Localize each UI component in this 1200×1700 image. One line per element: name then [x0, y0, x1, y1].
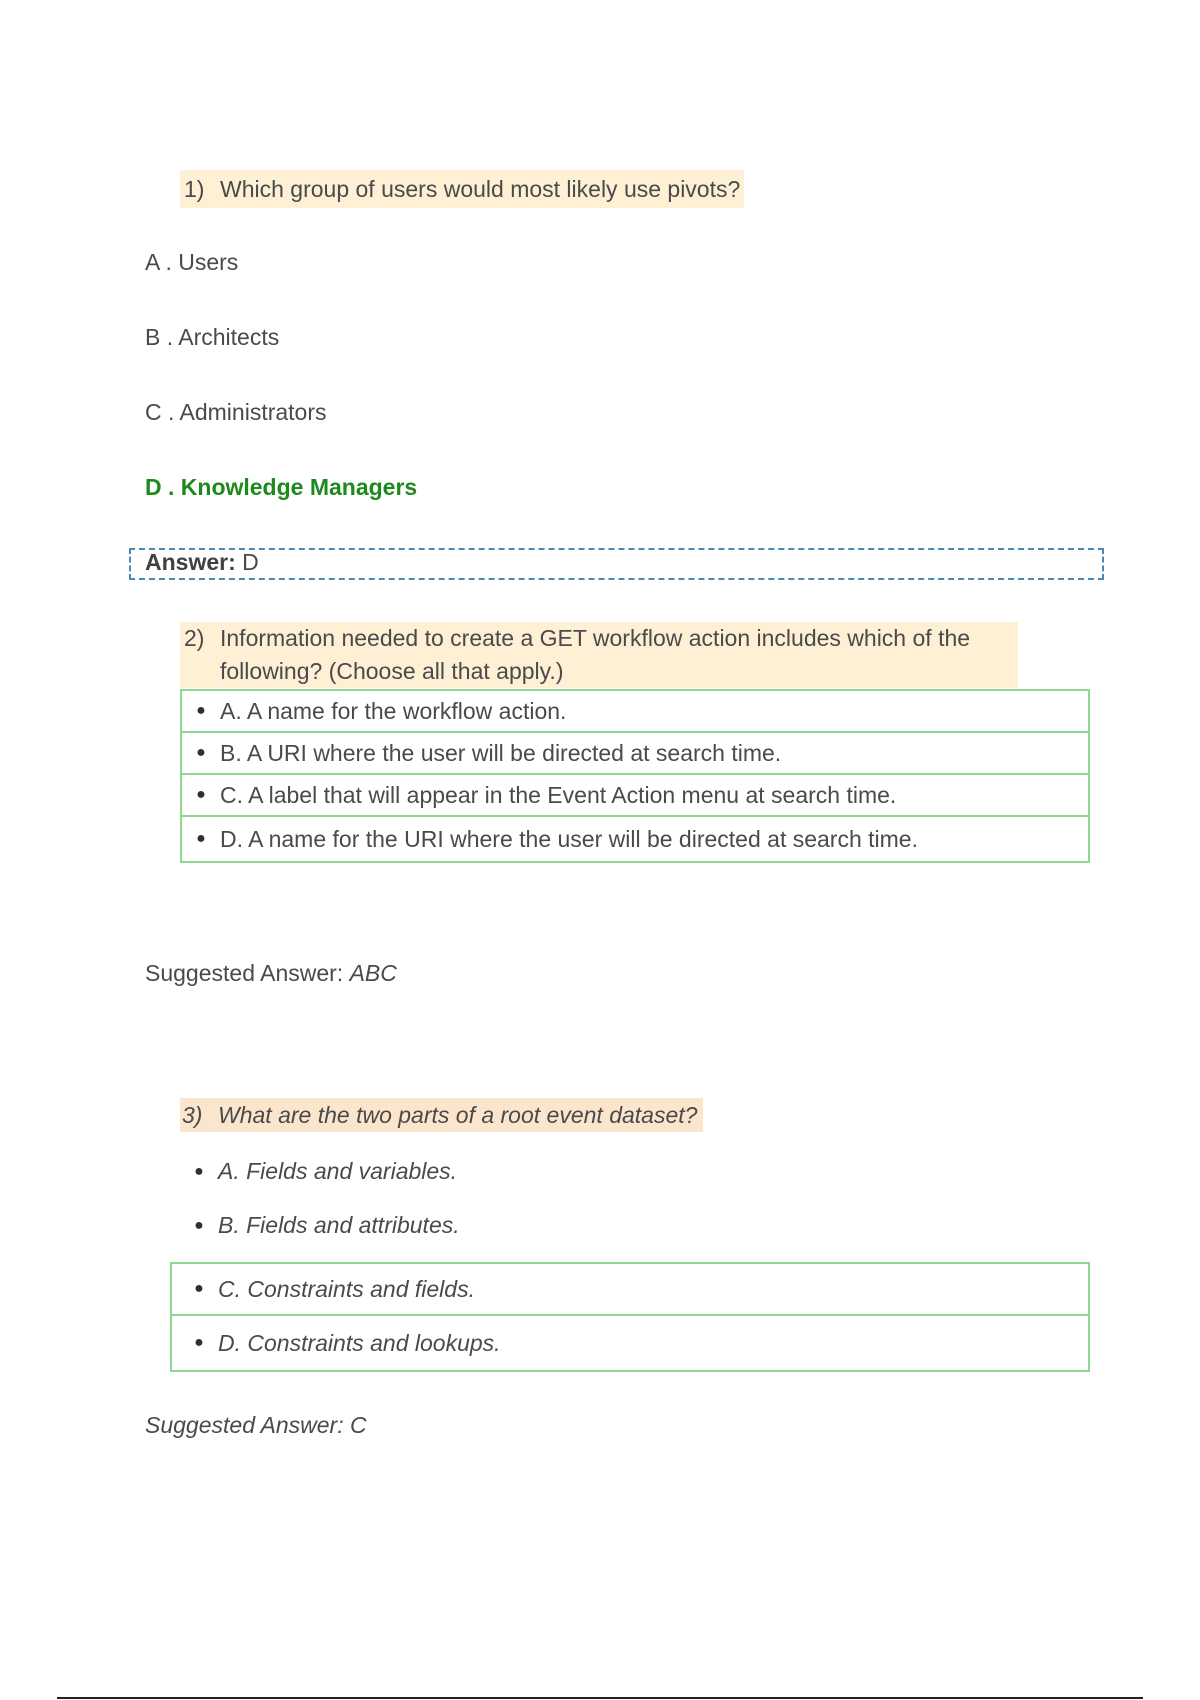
question-2-option-a	[182, 691, 1088, 733]
bullet-icon: ●	[196, 702, 206, 719]
question-3-text: What are the two parts of a root event dataset?	[218, 1102, 698, 1128]
question-1-text: Which group of users would most likely use pivots?	[220, 176, 741, 202]
question-3-option-a	[180, 1158, 457, 1185]
bullet-icon: ●	[194, 1216, 204, 1234]
question-1-option-b: B . Architects	[145, 324, 280, 350]
question-2-option-b	[182, 733, 1088, 775]
option-label: C. Constraints and fields.	[218, 1275, 475, 1302]
answer-value: D	[242, 549, 259, 575]
question-2-number: 2)	[184, 625, 205, 651]
question-1-option-c: C . Administrators	[145, 399, 327, 425]
question-3-suggested-answer: Suggested Answer: C	[145, 1412, 367, 1438]
question-1-option-a: A . Users	[145, 249, 239, 275]
question-3-boxed-options	[170, 1262, 1090, 1372]
question-1-number: 1)	[184, 176, 205, 202]
bullet-icon: ●	[194, 1334, 204, 1351]
question-2-options-list	[180, 689, 1090, 863]
option-label: D. A name for the URI where the user will be directed at search time.	[220, 825, 918, 852]
option-label: B. Fields and attributes.	[218, 1212, 460, 1238]
suggested-label: Suggested Answer:	[145, 960, 344, 986]
bullet-icon: ●	[194, 1162, 204, 1180]
option-label: A. A name for the workflow action.	[220, 697, 567, 724]
question-1-answer	[145, 546, 259, 578]
question-3-option-c	[172, 1264, 1088, 1316]
question-1-option-d-correct: D . Knowledge Managers	[145, 474, 418, 500]
question-2-title	[180, 622, 1018, 688]
question-3-title	[180, 1098, 703, 1132]
question-2-option-c	[182, 775, 1088, 817]
answer-box	[129, 548, 1104, 580]
bullet-icon: ●	[196, 830, 206, 847]
question-2-suggested-answer	[145, 960, 397, 987]
suggested-value: ABC	[349, 960, 397, 986]
option-label: A. Fields and variables.	[218, 1158, 458, 1184]
option-label: C. A label that will appear in the Event Action menu at search time.	[220, 781, 897, 808]
bullet-icon: ●	[196, 744, 206, 761]
bullet-icon: ●	[194, 1280, 204, 1297]
option-label: D. Constraints and lookups.	[218, 1329, 501, 1356]
question-3-option-d	[172, 1316, 1088, 1370]
question-3-number: 3)	[182, 1102, 203, 1128]
question-2-option-d	[182, 817, 1088, 861]
bullet-icon: ●	[196, 786, 206, 803]
question-1-title	[180, 170, 744, 208]
option-label: B. A URI where the user will be directed at search time.	[220, 739, 782, 766]
question-3-option-b	[180, 1212, 460, 1239]
question-2-text: Information needed to create a GET workflow action includes which of the following? (Choose all that apply.)	[220, 625, 971, 684]
answer-label: Answer:	[145, 549, 236, 575]
footer-divider	[57, 1697, 1143, 1699]
